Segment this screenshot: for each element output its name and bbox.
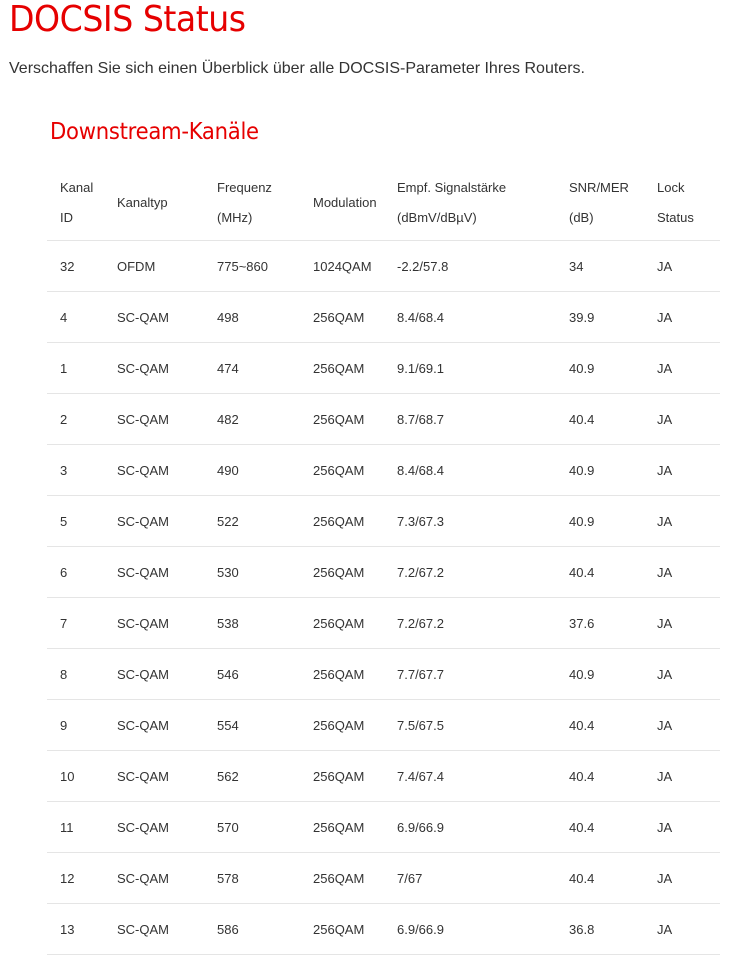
table-body [47, 241, 720, 955]
cell-signal-strength: 7.4/67.4 [384, 751, 556, 802]
cell-snr-mer: 40.4 [556, 547, 644, 598]
cell-modulation: 256QAM [300, 292, 384, 343]
cell-frequency: 490 [204, 445, 300, 496]
cell-signal-strength: 8.7/68.7 [384, 394, 556, 445]
cell-snr-mer: 40.4 [556, 700, 644, 751]
header-snr-mer: SNR/MER (dB) [556, 166, 644, 241]
table-row [47, 547, 720, 598]
cell-lock-status: JA [644, 292, 720, 343]
cell-channel-id: 7 [47, 598, 104, 649]
cell-lock-status: JA [644, 547, 720, 598]
cell-modulation: 256QAM [300, 343, 384, 394]
cell-signal-strength: 7.5/67.5 [384, 700, 556, 751]
cell-channel-id: 11 [47, 802, 104, 853]
downstream-channels-table [47, 166, 720, 955]
table-row [47, 904, 720, 955]
cell-snr-mer: 40.4 [556, 802, 644, 853]
cell-signal-strength: 7.3/67.3 [384, 496, 556, 547]
cell-lock-status: JA [644, 853, 720, 904]
cell-channel-type: SC-QAM [104, 904, 204, 955]
cell-modulation: 1024QAM [300, 241, 384, 292]
header-signal-strength: Empf. Signalstärke (dBmV/dBµV) [384, 166, 556, 241]
cell-frequency: 538 [204, 598, 300, 649]
cell-signal-strength: 7/67 [384, 853, 556, 904]
cell-snr-mer: 40.9 [556, 445, 644, 496]
cell-snr-mer: 40.9 [556, 496, 644, 547]
cell-channel-type: SC-QAM [104, 700, 204, 751]
cell-modulation: 256QAM [300, 802, 384, 853]
cell-lock-status: JA [644, 802, 720, 853]
table-row [47, 853, 720, 904]
cell-channel-type: SC-QAM [104, 649, 204, 700]
cell-signal-strength: 7.7/67.7 [384, 649, 556, 700]
table-row [47, 496, 720, 547]
cell-signal-strength: 7.2/67.2 [384, 598, 556, 649]
cell-channel-id: 4 [47, 292, 104, 343]
cell-snr-mer: 40.4 [556, 751, 644, 802]
table-header-row [47, 166, 720, 241]
cell-channel-type: SC-QAM [104, 445, 204, 496]
cell-channel-type: SC-QAM [104, 292, 204, 343]
cell-modulation: 256QAM [300, 904, 384, 955]
cell-channel-id: 8 [47, 649, 104, 700]
cell-frequency: 554 [204, 700, 300, 751]
cell-signal-strength: 9.1/69.1 [384, 343, 556, 394]
cell-modulation: 256QAM [300, 394, 384, 445]
cell-frequency: 586 [204, 904, 300, 955]
header-channel-type: Kanaltyp [104, 166, 204, 241]
cell-lock-status: JA [644, 343, 720, 394]
cell-lock-status: JA [644, 649, 720, 700]
page-title: DOCSIS Status [9, 0, 246, 40]
cell-lock-status: JA [644, 751, 720, 802]
table-row [47, 649, 720, 700]
cell-channel-type: SC-QAM [104, 751, 204, 802]
cell-signal-strength: 7.2/67.2 [384, 547, 556, 598]
cell-signal-strength: 8.4/68.4 [384, 292, 556, 343]
table-row [47, 343, 720, 394]
cell-frequency: 482 [204, 394, 300, 445]
cell-lock-status: JA [644, 700, 720, 751]
cell-frequency: 775~860 [204, 241, 300, 292]
table-row [47, 598, 720, 649]
cell-snr-mer: 40.4 [556, 853, 644, 904]
cell-channel-type: SC-QAM [104, 853, 204, 904]
cell-frequency: 474 [204, 343, 300, 394]
cell-frequency: 562 [204, 751, 300, 802]
cell-channel-id: 13 [47, 904, 104, 955]
cell-snr-mer: 37.6 [556, 598, 644, 649]
cell-channel-type: SC-QAM [104, 598, 204, 649]
cell-modulation: 256QAM [300, 445, 384, 496]
cell-snr-mer: 40.9 [556, 649, 644, 700]
cell-channel-id: 3 [47, 445, 104, 496]
cell-frequency: 546 [204, 649, 300, 700]
cell-signal-strength: 6.9/66.9 [384, 904, 556, 955]
cell-snr-mer: 40.4 [556, 394, 644, 445]
cell-lock-status: JA [644, 598, 720, 649]
cell-channel-id: 12 [47, 853, 104, 904]
header-modulation: Modulation [300, 166, 384, 241]
page-subtitle: Verschaffen Sie sich einen Überblick über alle DOCSIS-Parameter Ihres Routers. [9, 60, 585, 77]
cell-snr-mer: 40.9 [556, 343, 644, 394]
downstream-section-title: Downstream-Kanäle [50, 119, 259, 145]
cell-modulation: 256QAM [300, 598, 384, 649]
cell-frequency: 522 [204, 496, 300, 547]
header-frequency: Frequenz (MHz) [204, 166, 300, 241]
cell-signal-strength: 6.9/66.9 [384, 802, 556, 853]
cell-lock-status: JA [644, 445, 720, 496]
cell-frequency: 578 [204, 853, 300, 904]
table-row [47, 292, 720, 343]
cell-channel-id: 10 [47, 751, 104, 802]
cell-snr-mer: 36.8 [556, 904, 644, 955]
cell-channel-type: SC-QAM [104, 343, 204, 394]
cell-channel-type: SC-QAM [104, 547, 204, 598]
cell-frequency: 570 [204, 802, 300, 853]
cell-modulation: 256QAM [300, 700, 384, 751]
cell-signal-strength: -2.2/57.8 [384, 241, 556, 292]
table-row [47, 802, 720, 853]
table-row [47, 445, 720, 496]
table-row [47, 394, 720, 445]
cell-modulation: 256QAM [300, 649, 384, 700]
cell-lock-status: JA [644, 496, 720, 547]
cell-lock-status: JA [644, 904, 720, 955]
cell-channel-id: 5 [47, 496, 104, 547]
cell-channel-id: 9 [47, 700, 104, 751]
cell-channel-type: SC-QAM [104, 394, 204, 445]
header-lock-status: Lock Status [644, 166, 720, 241]
cell-channel-type: SC-QAM [104, 496, 204, 547]
cell-channel-id: 32 [47, 241, 104, 292]
cell-modulation: 256QAM [300, 853, 384, 904]
cell-channel-id: 6 [47, 547, 104, 598]
cell-frequency: 498 [204, 292, 300, 343]
cell-channel-type: OFDM [104, 241, 204, 292]
cell-frequency: 530 [204, 547, 300, 598]
cell-modulation: 256QAM [300, 547, 384, 598]
cell-channel-type: SC-QAM [104, 802, 204, 853]
cell-lock-status: JA [644, 241, 720, 292]
table-row [47, 751, 720, 802]
cell-signal-strength: 8.4/68.4 [384, 445, 556, 496]
table-row [47, 241, 720, 292]
cell-channel-id: 1 [47, 343, 104, 394]
table-row [47, 700, 720, 751]
cell-channel-id: 2 [47, 394, 104, 445]
cell-snr-mer: 34 [556, 241, 644, 292]
cell-snr-mer: 39.9 [556, 292, 644, 343]
cell-lock-status: JA [644, 394, 720, 445]
cell-modulation: 256QAM [300, 751, 384, 802]
cell-modulation: 256QAM [300, 496, 384, 547]
header-channel-id: Kanal ID [47, 166, 104, 241]
